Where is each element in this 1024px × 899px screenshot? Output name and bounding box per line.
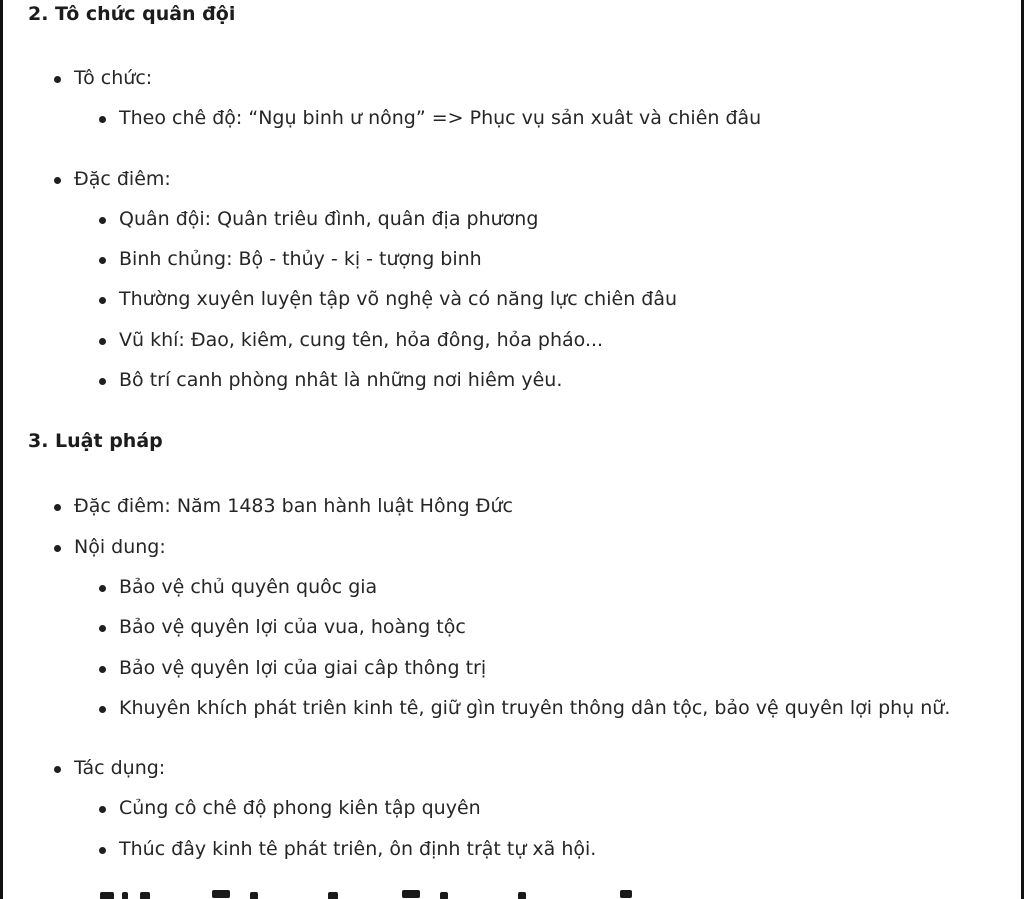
list-item: Đặc điêm: Năm 1483 ban hành luật Hông Đức: [74, 495, 513, 517]
bullet: [54, 766, 61, 773]
list-item-effect-label: Tác dụng:: [74, 757, 166, 779]
list-item: Binh chủng: Bộ - thủy - kị - tượng binh: [119, 248, 482, 270]
list-item-org-label: Tô chức:: [74, 67, 153, 89]
bullet: [99, 217, 106, 224]
bullet: [54, 177, 61, 184]
bullet: [99, 706, 106, 713]
list-item: Thường xuyên luyện tập võ nghệ và có năng lực chiên đâu: [119, 288, 678, 310]
bullet: [99, 666, 106, 673]
bullet: [99, 257, 106, 264]
list-item: Theo chê độ: “Ngụ binh ư nông” => Phục vụ sản xuât và chiên đâu: [119, 107, 762, 129]
list-item: Củng cô chê độ phong kiên tập quyên: [119, 797, 481, 819]
list-item: Vũ khí: Đao, kiêm, cung tên, hỏa đông, hỏa pháo...: [119, 329, 604, 351]
bullet: [99, 806, 106, 813]
bullet: [99, 116, 106, 123]
list-item-content-label: Nội dung:: [74, 536, 166, 558]
left-border: [0, 0, 3, 899]
bullet: [99, 338, 106, 345]
bullet: [99, 297, 106, 304]
section-heading-law: 3. Luật pháp: [28, 430, 163, 452]
bullet: [54, 76, 61, 83]
cut-off-heading-fragment: [100, 890, 660, 899]
list-item: Thúc đây kinh tê phát triên, ôn định trật tự xã hội.: [119, 838, 597, 860]
list-item: Bảo vệ quyên lợi của giai câp thông trị: [119, 657, 487, 679]
bullet: [54, 504, 61, 511]
bullet: [54, 545, 61, 552]
list-item: Bảo vệ chủ quyên quôc gia: [119, 576, 378, 598]
section-heading-army: 2. Tô chức quân đội: [28, 3, 236, 25]
bullet: [99, 585, 106, 592]
bullet: [99, 625, 106, 632]
list-item-features-label: Đặc điêm:: [74, 168, 171, 190]
list-item: Quân đội: Quân triêu đình, quân địa phương: [119, 208, 539, 230]
bullet: [99, 847, 106, 854]
bullet: [99, 378, 106, 385]
list-item: Bảo vệ quyên lợi của vua, hoàng tộc: [119, 616, 466, 638]
list-item: Khuyên khích phát triên kinh tê, giữ gìn truyên thông dân tộc, bảo vệ quyên lợi phụ nữ.: [119, 697, 951, 719]
list-item: Bô trí canh phòng nhât là những nơi hiêm yêu.: [119, 369, 563, 391]
